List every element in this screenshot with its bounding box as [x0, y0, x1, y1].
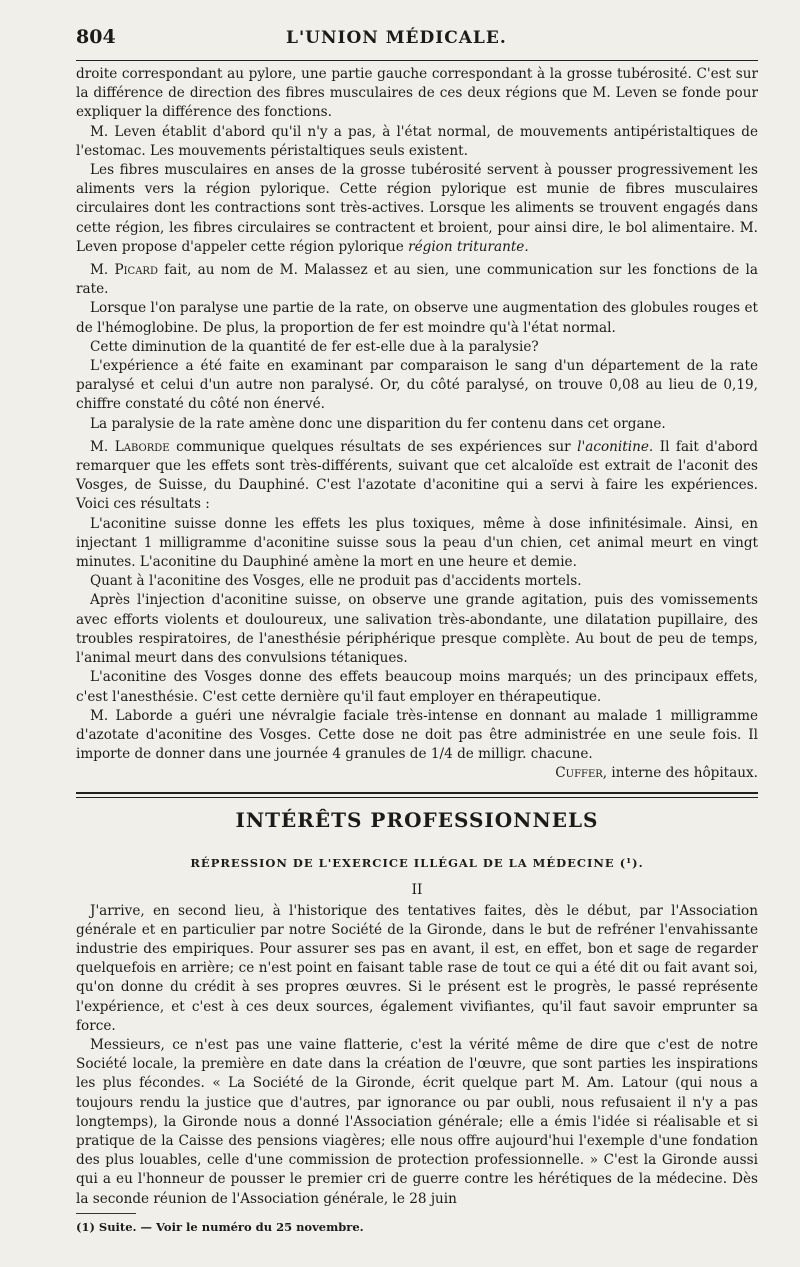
speaker-name: Laborde: [114, 438, 170, 455]
part-number: II: [411, 881, 423, 898]
header-rule: [76, 60, 758, 61]
running-title: L'UNION MÉDICALE.: [286, 28, 507, 48]
signature-name: Cuffer: [555, 765, 603, 782]
italic-term: l'aconitine.: [577, 438, 654, 455]
page-header: [76, 26, 758, 54]
speaker-name: Picard: [114, 262, 158, 279]
paragraph: Après l'injection d'aconitine suisse, on observe une grande agitation, puis des vomissements avec efforts violents et douloureux, une salivation très-abondante, une dilatation pupillaire, des troubles respiratoires, de l'anesthésie périphérique presque complète. Au bout de peu de temps, l'animal meurt dans des convulsions tétaniques.: [76, 592, 758, 667]
section-rule: [76, 792, 758, 798]
footnote: (1) Suite. — Voir le numéro du 25 novembre.: [76, 1219, 364, 1234]
paragraph-text: Les fibres musculaires en anses de la grosse tubérosité servent à pousser progressivement les aliments vers la région pylorique. Cette région pylorique est munie de fibres musculaires circulaires dont les contractions sont très-actives. Lorsque les aliments se trouvent engagés dans cette région, les fibres circulaires se contractent et broient, pour ainsi dire, le bol alimentaire. M. Leven propose d'appeler cette région pylorique: [76, 162, 758, 255]
paragraph: Cette diminution de la quantité de fer est-elle due à la paralysie?: [90, 338, 539, 355]
signature-role: , interne des hôpitaux.: [602, 765, 758, 782]
paragraph: M. Leven établit d'abord qu'il n'y a pas, à l'état normal, de mouvements antipéristaltiques de l'estomac. Les mouvements péristaltiques seuls existent.: [76, 123, 758, 159]
signature: [76, 764, 758, 783]
paragraph: [76, 161, 758, 257]
paragraph: J'arrive, en second lieu, à l'historique des tentatives faites, dès le début, par l'Association générale et en particulier par notre Société de la Gironde, dans le but de refréner l'envahissante industrie des empiriques. Pour assurer ses pas en avant, il est, en effet, bon et sage de regarder quelquefois en arrière; ce n'est point en faisant table rase de tout ce qui a été dit ou fait avant soi, qu'on donne du crédit à ses propres œuvres. Si le présent est le progrès, le passé représente l'expérience, et c'est à ces deux sources, également vivifiantes, qu'il faut savoir emprunter sa force.: [76, 902, 758, 1034]
paragraph: L'expérience a été faite en examinant par comparaison le sang d'un département de la rate paralysé et celui d'un autre non paralysé. Or, du côté paralysé, on trouve 0,08 au lieu de 0,19, chiffre constaté du côté non énervé.: [76, 358, 758, 413]
paragraph: Quant à l'aconitine des Vosges, elle ne produit pas d'accidents mortels.: [90, 573, 582, 590]
footnote-rule: [76, 1213, 136, 1214]
paragraph: M. Laborde a guéri une névralgie faciale très-intense en donnant au malade 1 milligramme d'azotate d'aconitine des Vosges. Cette dose ne doit pas être administrée en une seule fois. Il importe de donner dans une journée 4 granules de 1/4 de milligr. chacune.: [76, 707, 758, 763]
prefix: M.: [90, 438, 109, 455]
paragraph: Lorsque l'on paralyse une partie de la rate, on observe une augmentation des globules rouges et de l'hémoglobine. De plus, la proportion de fer est moindre qu'à l'état normal.: [76, 300, 758, 336]
paragraph: La paralysie de la rate amène donc une disparition du fer contenu dans cet organe.: [90, 415, 666, 432]
paragraph-text: Il fait d'abord remarquer que les effets sont très-différents, suivant que cet alcaloïde est extrait de l'aconit des Vosges, de Suisse, du Dauphiné. C'est l'azotate d'aconitine qui a servi à faire les expériences. Voici ces résultats :: [76, 438, 758, 513]
italic-term: région triturante.: [408, 238, 529, 255]
paragraph-picard: [76, 261, 758, 299]
section-title: INTÉRÊTS PROFESSIONNELS: [235, 807, 599, 832]
paragraph: droite correspondant au pylore, une partie gauche correspondant à la grosse tubérosité. C'est sur la différence de direction des fibres musculaires de ces deux régions que M. Leven se fonde pour expliquer la différence des fonctions.: [76, 66, 758, 121]
prefix: M.: [90, 262, 109, 279]
article-title: RÉPRESSION DE L'EXERCICE ILLÉGAL DE LA MÉDECINE (¹).: [190, 855, 644, 870]
paragraph-laborde: [76, 438, 758, 515]
paragraph: Messieurs, ce n'est pas une vaine flatterie, c'est la vérité même de dire que c'est de notre Société locale, la première en date dans la création de l'œuvre, que sont parties les inspirations les plus fécondes. « La Société de la Gironde, écrit quelque part M. Am. Latour (qui nous a toujours rendu la justice que d'autres, par ignorance ou par oubli, nous refusaient il n'y a pas longtemps), la Gironde nous a donné l'Association générale; elle a émis l'idée si réalisable et si pratique de la Caisse des pensions viagères; elle nous offre aujourd'hui l'exemple d'une fondation des plus louables, celle d'une commission de protection professionnelle. » C'est la Gironde aussi qui a eu l'honneur de pousser le premier cri de guerre contre les hérétiques de la médecine. Dès la seconde réunion de l'Association générale, le 28 juin: [76, 1036, 758, 1207]
paragraph-text: fait, au nom de M. Malassez et au sien, une communication sur les fonctions de la rate.: [76, 262, 758, 298]
page-number: 804: [76, 26, 116, 48]
paragraph: L'aconitine des Vosges donne des effets beaucoup moins marqués; un des principaux effets, c'est l'anesthésie. C'est cette dernière qu'il faut employer en thérapeutique.: [76, 669, 758, 705]
paragraph-text: communique quelques résultats de ses expériences sur: [176, 438, 571, 455]
paragraph: L'aconitine suisse donne les effets les plus toxiques, même à dose infinitésimale. Ainsi, en injectant 1 milligramme d'aconitine suisse sous la peau d'un chien, cet animal meurt en vingt minutes. L'aconitine du Dauphiné amène la mort en une heure et demie.: [76, 515, 758, 571]
